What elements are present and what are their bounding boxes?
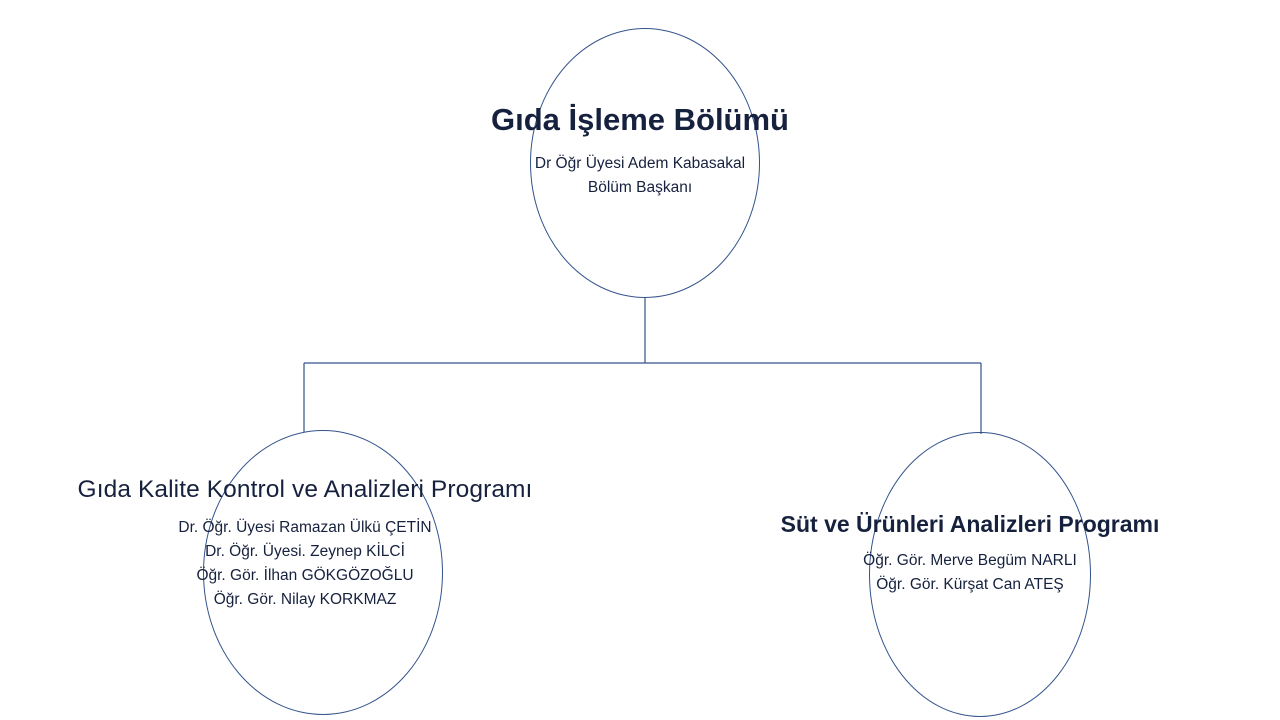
node-right-staff-line-2: Öğr. Gör. Kürşat Can ATEŞ: [876, 576, 1064, 594]
node-left-staff-line-4: Öğr. Gör. Nilay KORKMAZ: [213, 591, 397, 609]
node-root-title: Gıda İşleme Bölümü: [490, 102, 789, 137]
node-left-staff-line-1: Dr. Öğr. Üyesi Ramazan Ülkü ÇETİN: [178, 519, 432, 537]
node-right-staff-line-1: Öğr. Gör. Merve Begüm NARLI: [863, 552, 1077, 570]
node-left-title: Gıda Kalite Kontrol ve Analizleri Programı: [77, 476, 533, 503]
node-right-title: Süt ve Ürünleri Analizleri Programı: [780, 511, 1160, 537]
node-root-subtitle-line-2: Bölüm Başkanı: [587, 178, 693, 196]
node-right-text: [660, 0, 1280, 597]
node-root-subtitle-line-1: Dr Öğr Üyesi Adem Kabasakal: [534, 154, 746, 172]
node-left-staff-line-2: Dr. Öğr. Üyesi. Zeynep KİLCİ: [205, 543, 405, 561]
node-right-staff-list: [660, 549, 1280, 597]
node-left-text: [0, 0, 610, 612]
node-left-staff-line-3: Öğr. Gör. İlhan GÖKGÖZOĞLU: [196, 567, 414, 585]
node-left-staff-list: [0, 516, 610, 612]
